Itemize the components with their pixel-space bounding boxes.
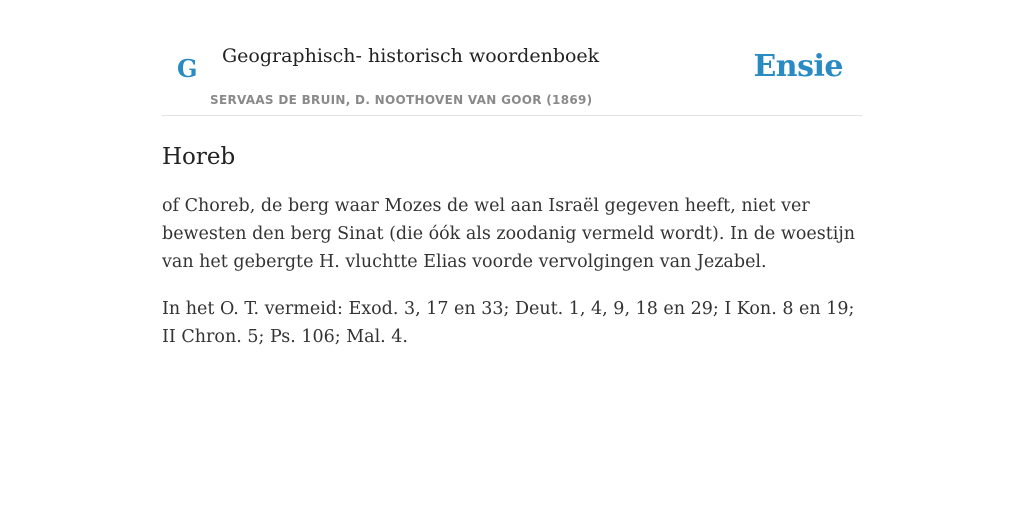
- book-title-link[interactable]: Geographisch- historisch woordenboek: [222, 45, 600, 67]
- entry-body: [162, 192, 862, 351]
- ensie-logo-link[interactable]: Ensie: [753, 49, 843, 84]
- page-container: [162, 0, 862, 351]
- entry-paragraph: of Choreb, de berg waar Mozes de wel aan Israël gegeven heeft, niet ver bewesten den berg Sinat (die óók als zoodanig vermeld wordt). In de woestijn van het gebergte H. vluchtte Elias voorde vervolgingen van Jezabel.: [162, 196, 856, 272]
- entry-title: Horeb: [162, 144, 236, 170]
- entry-paragraph: In het O. T. vermeid: Exod. 3, 17 en 33; Deut. 1, 4, 9, 18 en 29; I Kon. 8 en 19; II Chron. 5; Ps. 106; Mal. 4.: [162, 299, 855, 347]
- letter-index-link[interactable]: G: [177, 54, 198, 83]
- book-header: [162, 0, 862, 116]
- book-authors: SERVAAS DE BRUIN, D. NOOTHOVEN VAN GOOR (1869): [210, 93, 593, 107]
